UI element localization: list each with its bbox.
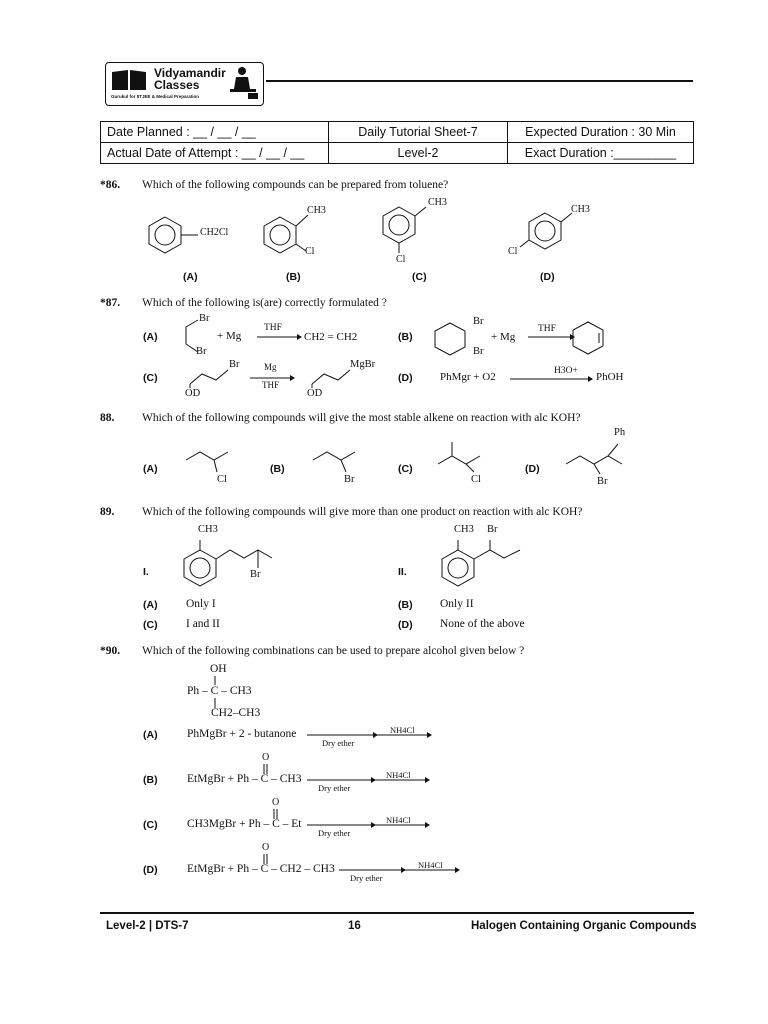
label-cl: Cl	[217, 474, 227, 485]
condition-thf: THF	[538, 324, 556, 334]
reagent-phmgr: PhMgr + O2	[440, 371, 496, 383]
logo-name-line2: Classes	[154, 78, 200, 92]
label-br: Br	[597, 476, 608, 487]
expected-duration: Expected Duration : 30 Min	[508, 122, 694, 143]
label-ch2cl: CH2Cl	[200, 227, 229, 238]
q90-arrows	[255, 730, 475, 880]
option-a: (A)	[143, 331, 158, 343]
q89-structures	[170, 530, 550, 600]
label-br: Br	[487, 524, 498, 535]
condition-nh4cl: NH4Cl	[418, 860, 443, 870]
reagent-mg: + Mg	[491, 331, 516, 343]
structure-c	[383, 207, 426, 253]
label-o: O	[262, 842, 270, 853]
product-ethene: CH2 = CH2	[304, 331, 358, 343]
option-d: (D)	[525, 463, 540, 475]
label-br: Br	[473, 316, 484, 327]
footer-rule	[100, 912, 694, 914]
option-d: (D)	[540, 271, 555, 283]
page-number: 16	[348, 920, 361, 932]
bond-lines	[212, 674, 218, 714]
option-d-text: None of the above	[440, 618, 525, 630]
label-cl: Cl	[305, 246, 315, 257]
label-o: O	[262, 752, 270, 763]
question-text: Which of the following compounds will give more than one product on reaction with alc KOH?	[142, 506, 583, 518]
date-planned: Date Planned : __ / __ / __	[101, 122, 329, 143]
label-ch3: CH3	[198, 524, 218, 535]
condition-mg: Mg	[264, 362, 277, 372]
label-cl: Cl	[471, 474, 481, 485]
logo	[105, 62, 264, 106]
label-ch3: CH3	[307, 205, 326, 216]
structure-a	[149, 217, 198, 253]
structure-d	[520, 213, 572, 249]
label-ch3: CH3	[428, 197, 447, 208]
book-logo-icon	[110, 68, 150, 92]
option-b: (B)	[143, 774, 158, 786]
sheet-title: Daily Tutorial Sheet-7	[329, 122, 508, 143]
condition-dry-ether: Dry ether	[318, 828, 351, 838]
exact-duration: Exact Duration :_________	[508, 143, 694, 164]
footer-right: Halogen Containing Organic Compounds	[471, 920, 697, 932]
logo-tagline: Gurukul for IITJEE & Medical Preparation	[111, 94, 200, 99]
option-c-text: I and II	[186, 618, 220, 630]
option-c: (C)	[412, 271, 427, 283]
condition-nh4cl: NH4Cl	[386, 815, 411, 825]
structure-b	[264, 215, 308, 253]
option-b-text: Only II	[440, 598, 474, 610]
label-ethyl: CH2–CH3	[211, 707, 261, 719]
compound-i: I.	[143, 566, 149, 578]
question-text: Which of the following is(are) correctly formulated ?	[142, 297, 387, 309]
option-b-text: EtMgBr + Ph – C – CH3	[187, 773, 302, 785]
option-c: (C)	[143, 819, 158, 831]
question-number: *90.	[100, 645, 121, 657]
header-rule	[266, 80, 693, 82]
option-a: (A)	[143, 463, 158, 475]
label-oh: OH	[210, 663, 227, 675]
question-number: 88.	[100, 412, 115, 424]
option-d: (D)	[398, 619, 413, 631]
label-cl: Cl	[396, 254, 406, 265]
option-a: (A)	[143, 599, 158, 611]
label-ch3: CH3	[571, 204, 590, 215]
option-c: (C)	[398, 463, 413, 475]
option-b: (B)	[398, 331, 413, 343]
option-a: (A)	[183, 271, 198, 283]
label-mgbr: MgBr	[350, 359, 376, 370]
question-number: 89.	[100, 506, 115, 518]
option-b: (B)	[398, 599, 413, 611]
product-formula: Ph – C – CH3	[187, 685, 252, 697]
option-a: (A)	[143, 729, 158, 741]
label-ch3: CH3	[454, 524, 474, 535]
option-c-text: CH3MgBr + Ph – C – Et	[187, 818, 302, 830]
condition-nh4cl: NH4Cl	[386, 770, 411, 780]
label-br: Br	[196, 346, 207, 357]
compound-ii: II.	[398, 566, 407, 578]
option-d: (D)	[143, 864, 158, 876]
condition-thf: THF	[262, 380, 280, 390]
student-desk-icon	[228, 65, 260, 101]
question-text: Which of the following compounds can be prepared from toluene?	[142, 179, 449, 191]
option-a-text: Only I	[186, 598, 216, 610]
condition-dry-ether: Dry ether	[350, 873, 383, 883]
option-d-text: EtMgBr + Ph – C – CH2 – CH3	[187, 863, 335, 875]
question-text: Which of the following combinations can be used to prepare alcohol given below ?	[142, 645, 525, 657]
label-br: Br	[473, 346, 484, 357]
label-br: Br	[229, 359, 240, 370]
question-number: *87.	[100, 297, 121, 309]
reagent-mg: + Mg	[217, 330, 242, 342]
level: Level-2	[329, 143, 508, 164]
condition-h3o: H3O+	[554, 366, 578, 376]
option-c: (C)	[143, 619, 158, 631]
condition-thf: THF	[264, 323, 282, 333]
condition-dry-ether: Dry ether	[322, 738, 355, 748]
question-number: *86.	[100, 179, 121, 191]
label-o: O	[272, 797, 280, 808]
product-phoh: PhOH	[596, 371, 624, 383]
condition-dry-ether: Dry ether	[318, 783, 351, 793]
label-br: Br	[199, 313, 210, 324]
question-text: Which of the following compounds will give the most stable alkene on reaction with alc KOH?	[142, 412, 581, 424]
option-d: (D)	[398, 372, 413, 384]
label-cl: Cl	[508, 246, 518, 257]
label-ph: Ph	[614, 427, 626, 438]
label-od: OD	[185, 388, 201, 399]
option-b: (B)	[286, 271, 301, 283]
option-a-text: PhMgBr + 2 - butanone	[187, 728, 297, 740]
label-br: Br	[344, 474, 355, 485]
actual-date: Actual Date of Attempt : __ / __ / __	[101, 143, 329, 164]
condition-nh4cl: NH4Cl	[390, 725, 415, 735]
label-od: OD	[307, 388, 323, 399]
logo-name-line1: Vidyamandir	[154, 66, 226, 80]
option-b: (B)	[270, 463, 285, 475]
option-c: (C)	[143, 372, 158, 384]
footer-left: Level-2 | DTS-7	[106, 920, 189, 932]
q88-structures	[180, 432, 650, 492]
header-table	[100, 121, 694, 164]
label-br: Br	[250, 569, 261, 580]
